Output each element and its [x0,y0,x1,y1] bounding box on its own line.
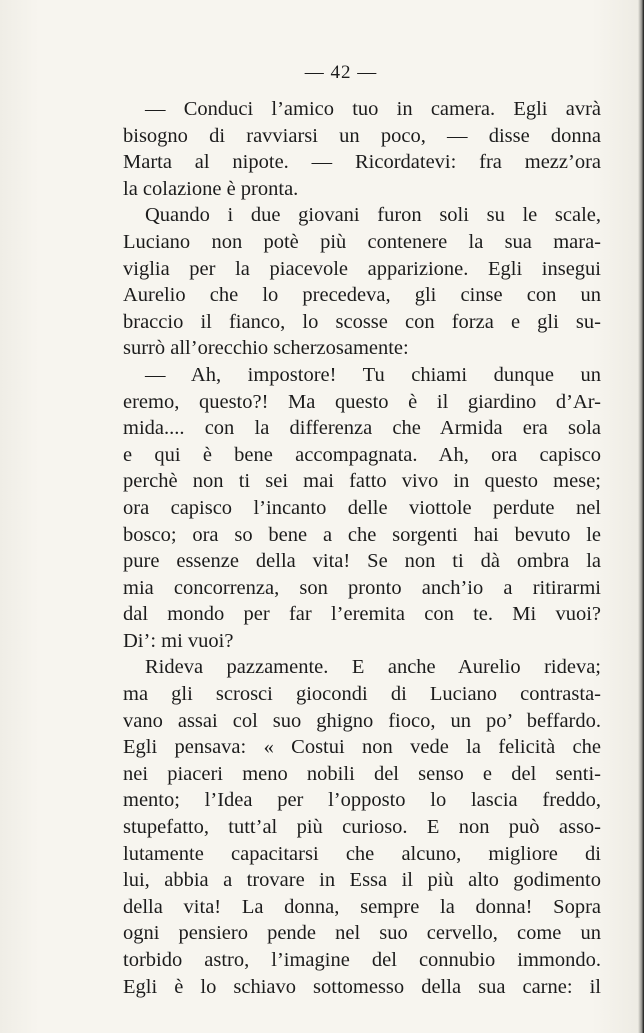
text-line: lui, abbia a trovare in Essa il più alto godimento [123,869,601,892]
text-line: bisogno di ravviarsi un poco, — disse donna [123,124,601,147]
text-line: pure essenze della vita! Se non ti dà ombra la [123,550,601,573]
text-line: lutamente capacitarsi che alcuno, migliore di [123,842,601,865]
text-line: ora capisco l’incanto delle viottole perdute nel [123,496,601,519]
text-line: torbido astro, l’imagine del connubio immondo. [123,949,601,971]
text-line: Marta al nipote. — Ricordatevi: fra mezz’ora [123,151,601,174]
text-line: ogni pensiero pende nel suo cervello, come un [123,922,601,945]
body-text [123,96,601,1000]
text-line: eremo, questo?! Ma questo è il giardino d’Ar- [123,390,601,413]
text-line: della vita! La donna, sempre la donna! Sopra [123,895,601,918]
page-edge-shadow [638,0,644,1033]
text-line: surrò all’orecchio scherzosamente: [123,337,409,360]
text-line: vano assai col suo ghigno fioco, un po’ beffardo. [123,709,601,732]
text-line: — Ah, impostore! Tu chiami dunque un [145,363,601,386]
text-line: bosco; ora so bene a che sorgenti hai bevuto le [123,523,601,546]
text-line: stupefatto, tutt’al più curioso. E non può asso- [123,816,601,839]
text-line: nei piaceri meno nobili del senso e del senti- [123,762,601,785]
text-line: Luciano non potè più contenere la sua mara- [123,230,601,253]
text-line: Rideva pazzamente. E anche Aurelio rideva; [145,656,601,679]
text-line: Egli è lo schiavo sottomesso della sua carne: il [123,975,601,998]
text-line: la colazione è pronta. [123,177,299,200]
text-line: braccio il fianco, lo scosse con forza e gli su- [123,310,601,333]
text-line: e qui è bene accompagnata. Ah, ora capisco [123,443,601,466]
text-line: mento; l’Idea per l’opposto lo lascia freddo, [123,789,601,812]
page-number: — 42 — [304,62,378,83]
text-line: dal mondo per far l’eremita con te. Mi vuoi? [123,603,601,626]
text-line: perchè non ti sei mai fatto vivo in questo mese; [123,470,601,493]
text-line: ma gli scrosci giocondi di Luciano contrasta- [123,683,601,706]
text-line: Aurelio che lo precedeva, gli cinse con un [123,284,601,307]
text-line: mida.... con la differenza che Armida era sola [123,417,601,440]
text-line: — Conduci l’amico tuo in camera. Egli avrà [145,98,601,120]
text-line: Quando i due giovani furon soli su le scale, [145,204,601,227]
text-line: viglia per la piacevole apparizione. Egli insegui [123,257,601,280]
text-line: mia concorrenza, son pronto anch’io a ritirarmi [123,576,601,599]
text-line: Egli pensava: « Costui non vede la felicità che [123,736,601,759]
text-line: Di’: mi vuoi? [123,629,234,652]
